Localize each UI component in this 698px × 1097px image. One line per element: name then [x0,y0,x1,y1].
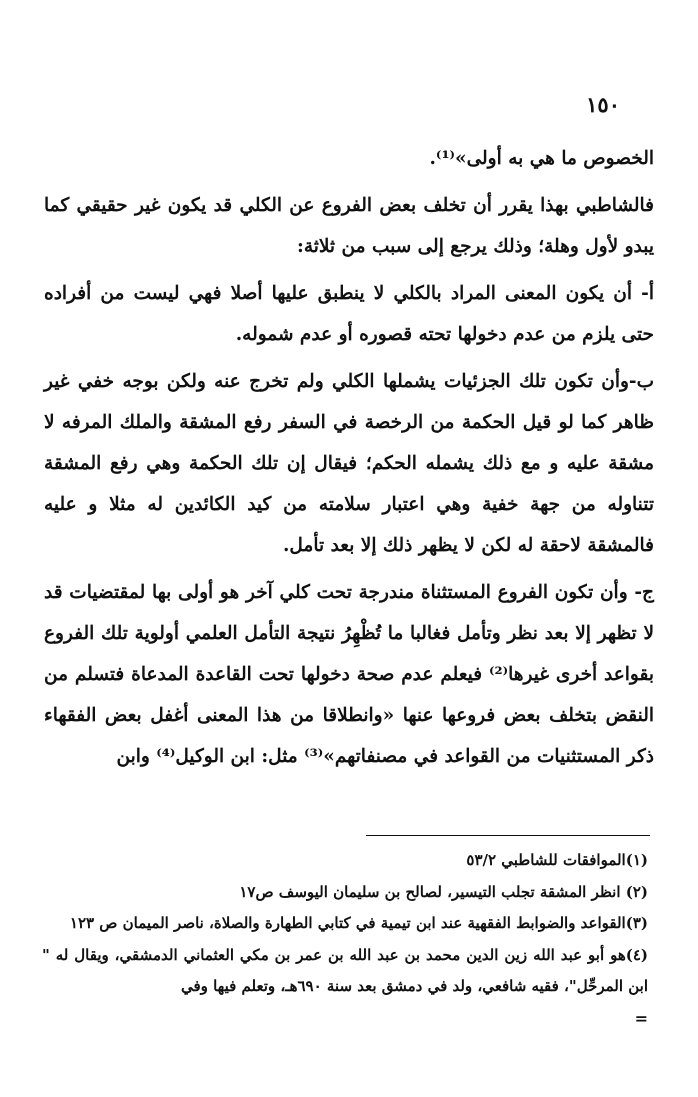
paragraph-1: الخصوص ما هي به أولى»⁽¹⁾. [429,148,654,169]
footnote-continuation-mark: = [634,1008,648,1028]
footnote-divider [366,835,650,836]
main-text [44,138,654,777]
paragraph-4: ب-وأن تكون تلك الجزئيات يشملها الكلي ولم تخرج عنه ولكن بوجه خفي غير ظاهر كما لو قيل الحكمة من الرخصة في السفر رفع المشقة والملك المرفه لا مشقة عليه و مع ذلك يشمله الحكم؛ فيقال إن تلك الحكمة وهي رفع المشقة تتناوله من جهة خفية وهي اعتبار سلامته من كيد الكائدين له مثلا و عليه فالمشقة لاحقة له لكن لا يظهر ذلك إلا بعد تأمل. [44,371,654,556]
footnote-3: (٣)القواعد والضوابط الفقهية عند ابن تيمية في كتابي الطهارة والصلاة، ناصر الميمان ص ١٢٣ [69,914,648,932]
footnote-4: (٤)هو أبو عبد الله زين الدين محمد بن عبد الله بن عمر بن مكي العثماني الدمشقي، ويقال له " ابن المرحِّل"، فقيه شافعي، ولد في دمشق بعد سنة ٦٩٠هـ، وتعلم فيها وفي [42,945,648,995]
paragraph-2: فالشاطبي بهذا يقرر أن تخلف بعض الفروع عن الكلي قد يكون غير حقيقي كما يبدو لأول وهلة؛ وذلك يرجع إلى سبب من ثلاثة: [44,195,654,257]
paragraph-3: أ- أن يكون المعنى المراد بالكلي لا ينطبق عليها أصلا فهي ليست من أفراده حتى يلزم من عدم دخولها تحته قصوره أو عدم شموله. [44,283,654,345]
page-number: ١٥٠ [586,92,620,117]
footnote-1: (١)الموافقات للشاطبي ٥٣/٢ [466,851,648,869]
footnote-2: (٢) انظر المشقة تجلب التيسير، لصالح بن سليمان اليوسف ص١٧ [239,882,648,901]
footnotes [42,845,648,1034]
paragraph-5: ج- وأن تكون الفروع المستثناة مندرجة تحت كلي آخر هو أولى بها لمقتضيات قد لا تظهر إلا بعد نظر وتأمل فغالبا ما تُظْهِرُ نتيجة التأمل العلمي أولوية تلك الفروع بقواعد أخرى غيرها⁽²⁾ فيعلم عدم صحة دخولها تحت القاعدة المدعاة فتسلم من النقض بتخلف بعض فروعها عنها «وانطلاقا من هذا المعنى أغفل بعض الفقهاء ذكر المستثنيات من القواعد في مصنفاتهم»⁽³⁾ مثل: ابن الوكيل⁽⁴⁾ وابن [44,582,654,767]
